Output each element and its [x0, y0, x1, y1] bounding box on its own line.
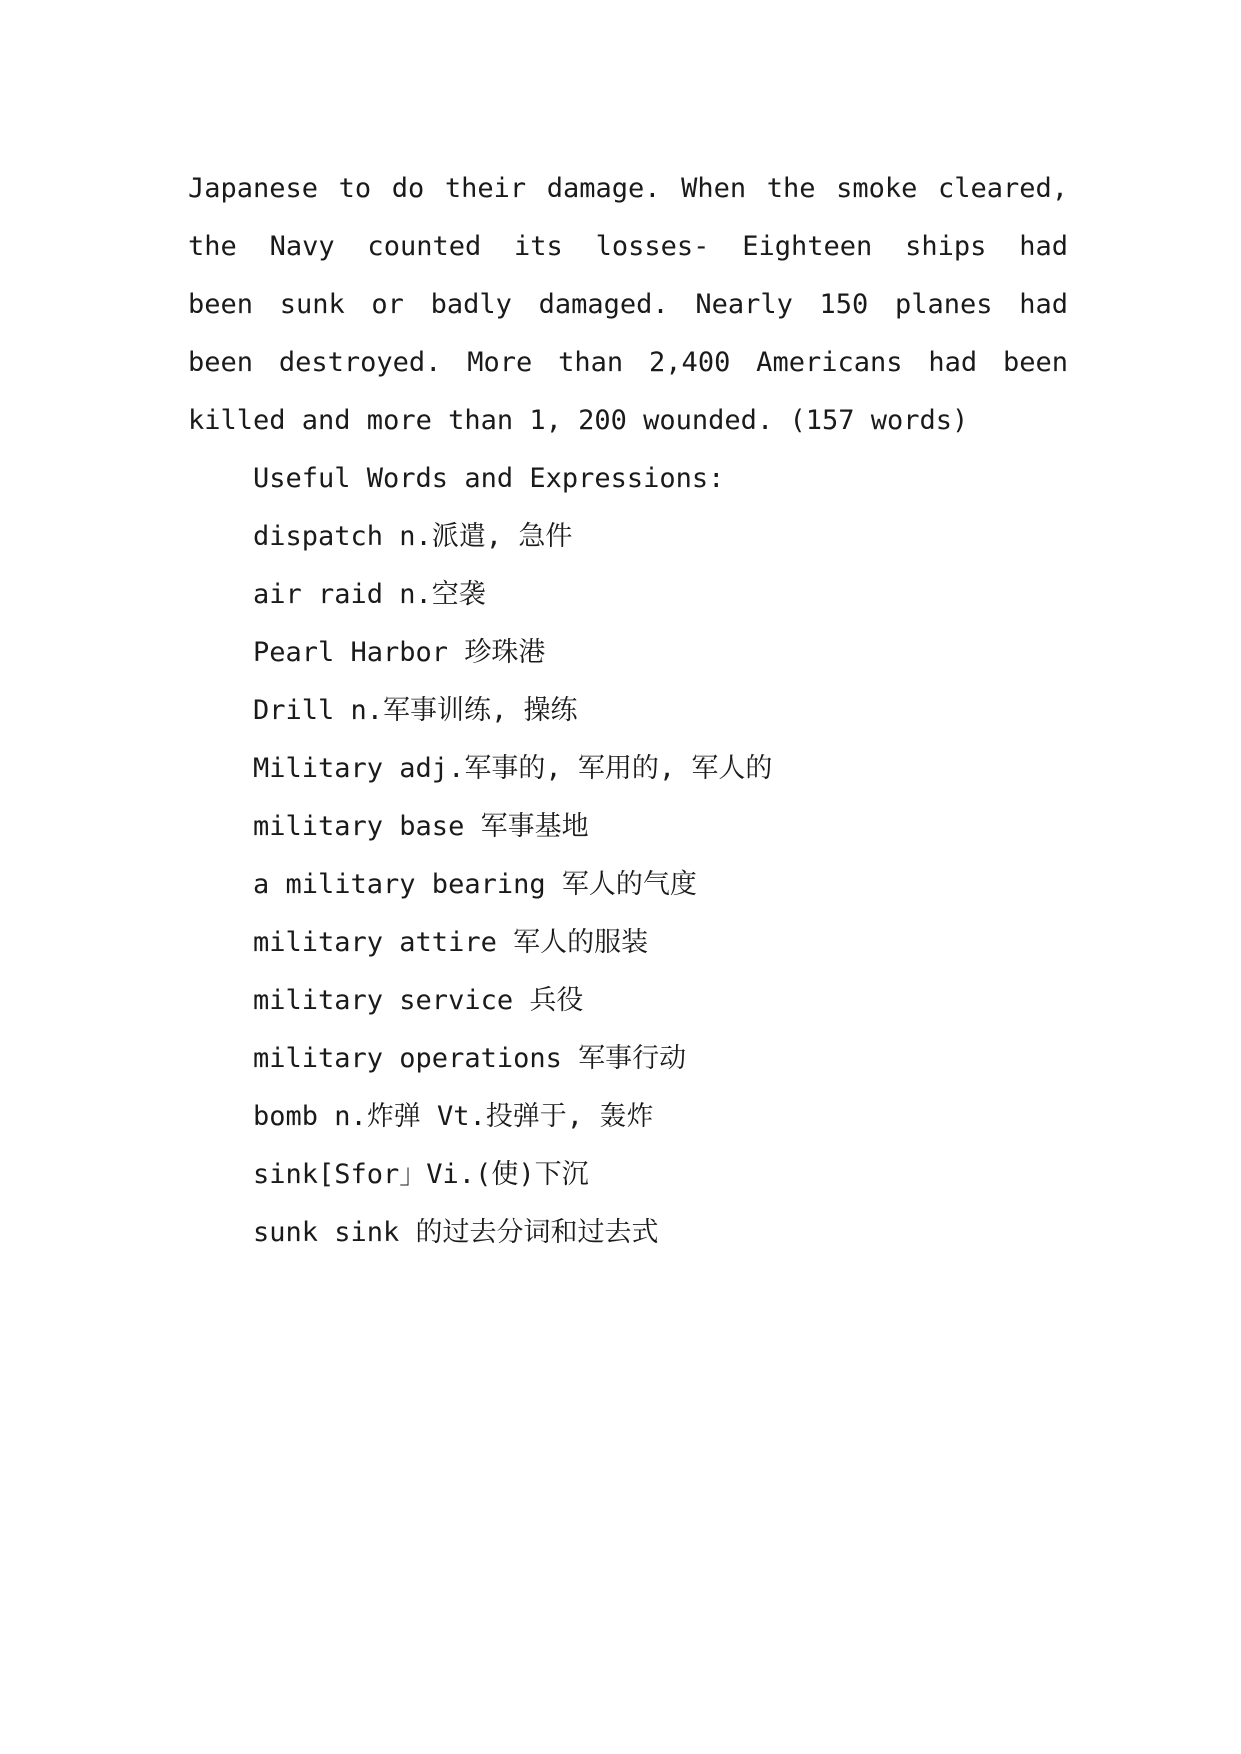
passage-line: the Navy counted its losses- Eighteen ships had [188, 231, 1068, 262]
passage-line: killed and more than 1, 200 wounded. (157 words) [188, 405, 969, 436]
passage-line: Japanese to do their damage. When the smoke cleared, [188, 173, 1068, 204]
vocabulary-item: Military adj.军事的, 军用的, 军人的 [253, 753, 773, 784]
vocabulary-item: bomb n.炸弹 Vt.投弹于, 轰炸 [253, 1101, 654, 1132]
vocabulary-item: military service 兵役 [253, 985, 584, 1016]
passage-paragraph [188, 160, 1068, 450]
vocabulary-item: Drill n.军事训练, 操练 [253, 695, 578, 726]
vocabulary-item: sunk sink 的过去分词和过去式 [253, 1217, 659, 1248]
passage-line: been destroyed. More than 2,400 Americans had been [188, 347, 1068, 378]
vocabulary-item: military base 军事基地 [253, 811, 589, 842]
vocabulary-item: dispatch n.派遣, 急件 [253, 521, 573, 552]
vocabulary-item: air raid n.空袭 [253, 579, 486, 610]
passage-line: been sunk or badly damaged. Nearly 150 planes had [188, 289, 1068, 320]
vocabulary-item: a military bearing 军人的气度 [253, 869, 697, 900]
vocabulary-list [253, 450, 772, 1262]
vocabulary-item: military operations 军事行动 [253, 1043, 687, 1074]
vocabulary-item: Pearl Harbor 珍珠港 [253, 637, 546, 668]
vocabulary-item: sink[Sfor」Vi.(使)下沉 [253, 1159, 589, 1190]
vocabulary-item: military attire 军人的服装 [253, 927, 649, 958]
vocabulary-heading: Useful Words and Expressions: [253, 463, 725, 494]
